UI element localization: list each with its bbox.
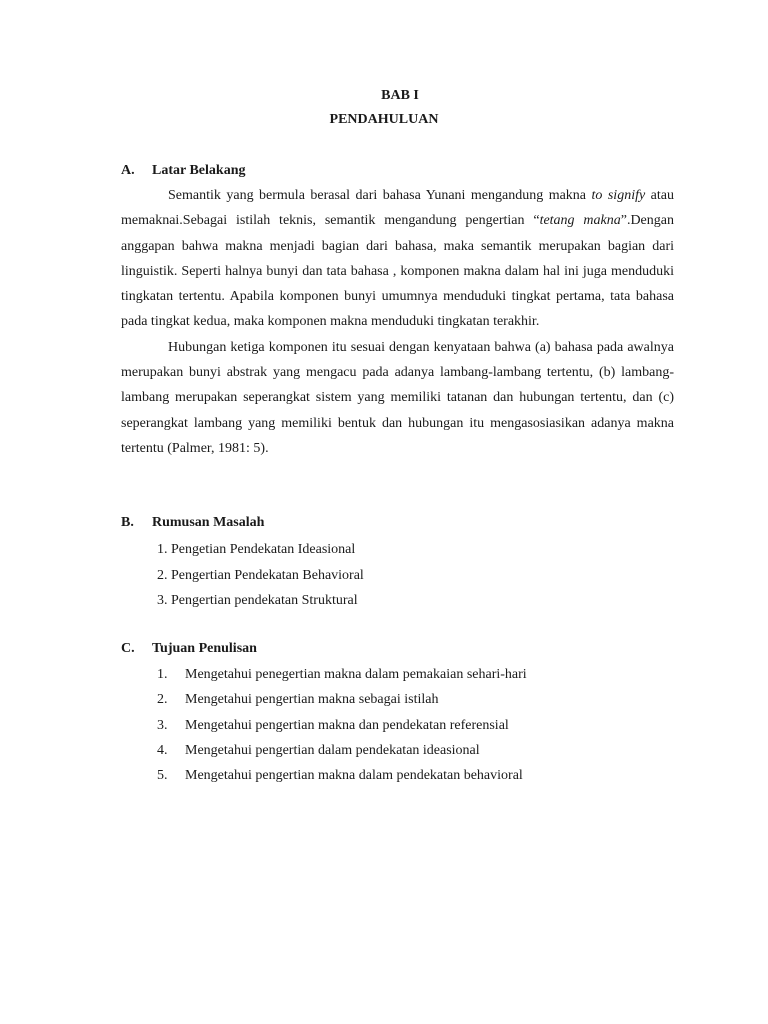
list-item: [157, 738, 527, 763]
paragraph-1: [121, 183, 674, 335]
section-c-title: Tujuan Penulisan: [152, 641, 257, 656]
paragraph-1-part-1: Semantik yang bermula berasal dari bahasa Yunani mengandung makna: [168, 188, 592, 203]
section-a-heading: [121, 163, 245, 179]
list-number: 5.: [157, 768, 168, 784]
paragraph-1-italic-2: tetang makna: [539, 213, 621, 229]
section-a-title: Latar Belakang: [152, 163, 246, 178]
section-c-letter: C.: [121, 641, 135, 656]
list-item: [157, 713, 527, 738]
section-a-body: [121, 183, 674, 461]
paragraph-2: Hubungan ketiga komponen itu sesuai dengan kenyataan bahwa (a) bahasa pada awalnya merupakan bunyi abstrak yang mengacu pada adanya lambang-lambang tertentu, (b) lambang-lambang merupakan seperangkat sistem yang memiliki tatanan dan hubungan tertentu, dan (c) seperangkat lambang yang memiliki bentuk dan hubungan itu mengasosiasikan adanya makna tertentu (Palmer, 1981: 5).: [121, 339, 674, 456]
list-item: 1. Pengetian Pendekatan Ideasional: [157, 542, 356, 557]
list-text: Mengetahui pengertian makna dan pendekatan referensial: [185, 717, 509, 733]
list-number: 3.: [157, 717, 168, 733]
paragraph-1-part-2: atau memaknai.Sebagai istilah teknis, semantik mengandung pengertian “: [121, 188, 674, 229]
list-text: Mengetahui pengertian makna sebagai istilah: [185, 692, 439, 708]
list-text: Mengetahui penegertian makna dalam pemakaian sehari-hari: [185, 667, 527, 682]
list-number: 1.: [157, 667, 168, 682]
list-number: 4.: [157, 742, 168, 758]
list-item: [157, 687, 527, 712]
list-item: [157, 763, 527, 788]
section-b-title: Rumusan Masalah: [152, 515, 265, 530]
list-number: 2.: [157, 692, 168, 708]
section-c-heading: [121, 641, 257, 657]
list-item: 2. Pengertian Pendekatan Behavioral: [157, 567, 364, 583]
section-b-letter: B.: [121, 515, 134, 530]
list-text: Mengetahui pengertian dalam pendekatan ideasional: [185, 742, 480, 758]
paragraph-1-part-3: ”.Dengan anggapan bahwa makna menjadi bagian dari bahasa, maka semantik merupakan bagian dari linguistik. Seperti halnya bunyi dan tata bahasa , komponen makna dalam hal ini juga menduduki tingkatan tertentu. Apabila komponen bunyi umumnya menduduki tingkat pertama, tata bahasa pada tingkat kedua, maka komponen makna menduduki tingkatan terakhir.: [121, 213, 674, 330]
chapter-title: PENDAHULUAN: [329, 112, 439, 127]
list-item: 3. Pengertian pendekatan Struktural: [157, 593, 358, 608]
list-text: Mengetahui pengertian makna dalam pendekatan behavioral: [185, 768, 523, 784]
section-b-heading: [121, 515, 264, 531]
list-item: [157, 662, 527, 687]
paragraph-1-italic-1: to signify: [591, 188, 646, 203]
chapter-number: BAB I: [381, 88, 419, 103]
goal-list: [157, 662, 527, 788]
section-a-letter: A.: [121, 163, 135, 178]
problem-list: [157, 537, 364, 614]
